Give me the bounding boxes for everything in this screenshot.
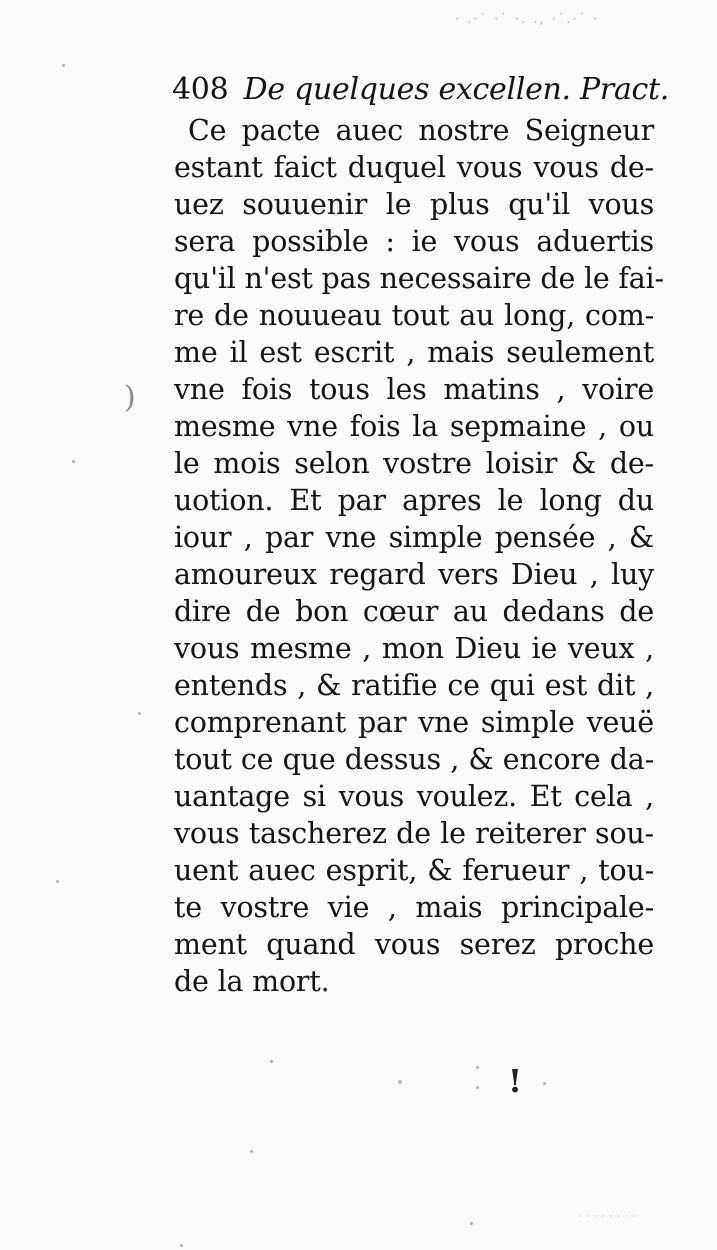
page-header — [172, 68, 670, 112]
body-text — [174, 112, 664, 1000]
scan-speck — [398, 1080, 402, 1084]
scan-speck — [250, 1150, 253, 1153]
text-line: sera possible : ie vous aduertis — [174, 225, 654, 258]
scan-speck — [180, 1244, 183, 1247]
text-line: iour , par vne simple pensée , & — [174, 521, 654, 554]
text-line: te vostre vie , mais principale- — [174, 891, 654, 924]
text-line: de la mort. — [174, 965, 330, 998]
text-line: entends , & ratifie ce qui est dit , — [174, 669, 654, 702]
text-line: ment quand vous serez proche — [174, 928, 654, 961]
text-line: amoureux regard vers Dieu , luy — [174, 558, 654, 591]
text-line: dire de bon cœur au dedans de — [174, 595, 654, 628]
text-line: uez souuenir le plus qu'il vous — [174, 188, 654, 221]
text-line: tout ce que dessus , & encore da- — [174, 743, 654, 776]
text-line: uantage si vous voulez. Et cela , — [174, 780, 654, 813]
page-number: 408 — [172, 72, 229, 107]
scan-speck — [62, 64, 65, 67]
text-line: me il est escrit , mais seulement — [174, 336, 654, 369]
scan-speck — [270, 1060, 273, 1063]
text-line: comprenant par vne simple veuë — [174, 706, 654, 739]
footer-mark: ! — [508, 1062, 523, 1100]
scan-speck — [476, 1066, 479, 1069]
text-line: Ce pacte auec nostre Seigneur — [188, 114, 654, 147]
text-line: estant faict duquel vous vous de- — [174, 151, 654, 184]
text-line: le mois selon vostre loisir & de- — [174, 447, 654, 480]
bleed-through-noise: · .·˙ ·˙ ·. ., ·˙.·˙ · — [455, 12, 600, 27]
text-line: uent auec esprit, & ferueur , tou- — [174, 854, 654, 887]
text-line: uotion. Et par apres le long du — [174, 484, 654, 517]
scan-speck — [56, 880, 59, 883]
scan-speck — [476, 1086, 479, 1089]
scan-watermark: · · · · · · · · — [578, 1210, 637, 1222]
scan-speck — [470, 1222, 473, 1225]
scan-speck — [72, 460, 75, 463]
text-line: vous tascherez de le reiterer sou- — [174, 817, 654, 850]
scan-speck — [543, 1082, 546, 1085]
text-line: vne fois tous les matins , voire — [174, 373, 654, 406]
scan-speck — [138, 712, 141, 715]
text-line: mesme vne fois la sepmaine , ou — [174, 410, 654, 443]
text-line: qu'il n'est pas necessaire de le fai- — [174, 262, 664, 295]
running-head: De quelques excellen. Pract. — [243, 72, 670, 107]
bracket-mark: ) — [124, 380, 136, 415]
text-line: vous mesme , mon Dieu ie veux , — [174, 632, 654, 665]
text-line: re de nouueau tout au long, com- — [174, 299, 654, 332]
